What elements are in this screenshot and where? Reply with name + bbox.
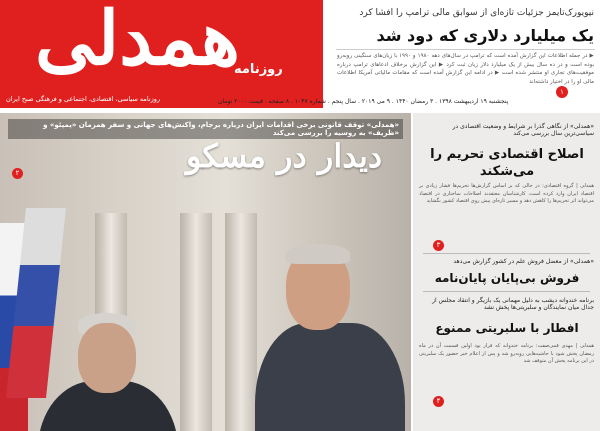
person-left-head [78,323,136,393]
top-news-body: ▶ در جمله اطلاعات این گزارش آمده است که ترامپ در سال‌های دهه ۱۹۸۰ و ۱۹۹۰ با زیان‌های سنگینی روبه‌رو بوده است و در ده سال بیش از یک میلیارد دلار زیان ثبت کرد ▶ این گزارش برخلاف ادعاهای ترامپ درباره موفقیت‌های تجاری او منتشر شده است ▶ در ادامه این گزارش آمده است که مقامات مالیاتی آمریکا اطلاعات مالی او را در اختیار داشته‌اند [337,53,595,85]
top-news-kicker: نیویورک‌تایمز جزئیات تازه‌ای از سوابق مالی ترامپ را افشا کرد [359,8,594,18]
main-story-headline[interactable]: دیدار در مسکو [186,137,383,175]
side-column [413,113,600,431]
divider [423,291,590,292]
side-story-kicker: «همدلی» از نگاهی گذرا بر شرایط و وضعیت اقتصادی در سیاسی‌ترین سال بررسی می‌کند [452,123,594,137]
top-news-headline[interactable]: یک میلیارد دلاری که دود شد [376,26,594,45]
main-photo[interactable] [0,113,411,431]
logo-subword: روزنامه [234,62,283,77]
side-story-kicker: برنامه خندوانه دیشب به دلیل مهمانی یک بازیگر و انتقاد مجلس از جدال میان نمایندگان و سلبریتی‌ها پخش نشد [432,297,594,311]
background-curtain [180,213,212,431]
side-story-headline[interactable]: اصلاح اقتصادی تحریم را می‌شکند [430,147,584,179]
page-badge: ۴ [433,396,444,407]
person-right-hair [286,244,350,264]
newspaper-logo[interactable]: همدلی [35,0,240,82]
main-story-kicker: «همدلی» توقف قانونی برخی اقدامات ایران درباره برجام، واکنش‌های جهانی و سفر همزمان «پمپئو» و «ظریف» به روسیه را بررسی می‌کند [8,119,403,139]
person-right-figure [255,323,405,431]
page-badge: ۳ [433,240,444,251]
side-story-headline[interactable]: افطار با سلبریتی ممنوع [435,321,579,335]
page-badge: ۲ [12,168,23,179]
divider [423,253,590,254]
side-story-kicker: «همدلی» از معضل فروش علم در کشور گزارش می‌دهد [453,258,594,265]
side-story-body: همدلی | مهدی قمی‌صفت: برنامه خندوانه که قرار بود اولین قسمت آن در ماه رمضان پخش شود با حاشیه‌هایی روبه‌رو شد و پس از اعلام خبر حضور یک سلبریتی در این برنامه پخش آن متوقف شد [419,343,594,364]
top-news[interactable] [331,0,600,108]
side-story-headline[interactable]: فروش بی‌پایان پایان‌نامه [434,271,580,285]
divider [336,49,595,50]
side-story-body: همدلی | گروه اقتصادی: در حالی که بر اساس گزارش‌ها تحریم‌ها فشار زیادی بر اقتصاد ایران وارد کرده است، کارشناسان معتقدند اصلاحات ساختاری در اقتصاد می‌تواند اثر تحریم‌ها را کاهش دهد و مسیر تازه‌ای پیش روی اقتصاد کشور بگشاید [419,183,594,204]
dateline: پنجشنبه ۱۹ اردیبهشت ۱۳۹۸ . ۳ رمضان ۱۴۴۰ . ۹ می ۲۰۱۹ . سال پنجم . شماره ۱۰۴۷ . ۸ صفحه . قیمت ۲۰۰۰ تومان [218,98,509,105]
background-curtain [225,213,257,431]
masthead [0,0,323,108]
page-badge: ۱ [556,86,568,98]
masthead-tagline: روزنامه سیاسی، اقتصادی، اجتماعی و فرهنگی صبح ایران [6,95,161,103]
